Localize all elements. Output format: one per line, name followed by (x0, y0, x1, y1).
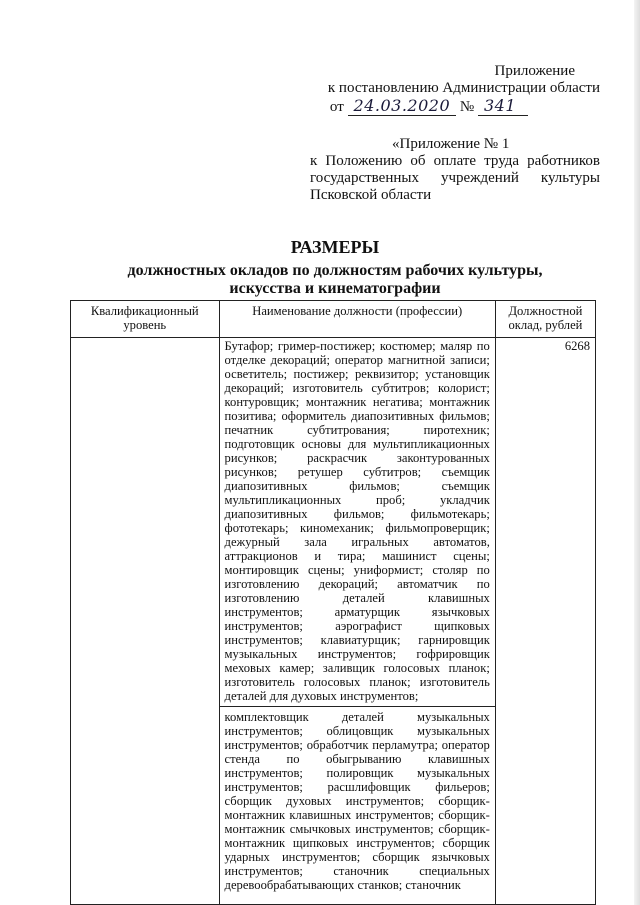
decree-number-handwritten: 341 (478, 96, 528, 116)
qualification-level-cell (71, 338, 220, 905)
decree-reference (310, 63, 600, 116)
salary-value-cell: 6268 (495, 338, 595, 905)
annex-label: Приложение (494, 63, 575, 79)
title-main: РАЗМЕРЫ (290, 237, 380, 257)
annex-reference (310, 136, 600, 204)
decree-date-handwritten: 24.03.2020 (348, 96, 457, 116)
annex-title: «Приложение № 1 (392, 136, 510, 152)
position-names-cell (219, 338, 495, 905)
positions-paragraph-2: комплектовщик деталей музыкальных инструментов; облицовщик музыкальных инструментов; обработчик перламутра; оператор стенда по обыгрыванию клавишных инструментов; полировщик музыкальных инструментов; расшлифовщик фильеров; сборщик духовых инструментов; сборщик-монтажник клавишных инструментов; сборщик-монтажник смычковых инструментов; сборщик-монтажник щипковых инструментов; сборщик ударных инструментов; сборщик язычковых инструментов; станочник специальных деревообрабатывающих станков; станочник (220, 706, 495, 903)
header-position-name: Наименование должности (профессии) (219, 301, 495, 338)
header-qualification-level: Квалификационный уровень (71, 301, 220, 338)
decree-issuer: к постановлению Администрации области (327, 80, 600, 96)
positions-paragraph-1: Бутафор; гример-постижер; костюмер; маляр по отделке декораций; оператор магнитной записи; осветитель; постижер; реквизитор; установщик декораций; изготовитель субтитров; колорист; контуровщик; монтажник негатива; монтажник позитива; оформитель диапозитивных фильмов; печатник субтитрования; пиротехник; подготовщик основы для мультипликационных рисунков; раскрасчик законтурованных рисунков; ретушер субтитров; съемщик диапозитивных фильмов; съемщик мультипликационных проб; укладчик диапозитивных фильмов; фильмотекарь; фототекарь; киномеханик; фильмопроверщик; дежурный зала игральных автоматов, аттракционов и тира; машинист сцены; монтировщик сцены; униформист; столяр по изготовлению декораций; автоматчик по изготовлению деталей клавишных инструментов; арматурщик язычковых инструментов; аэрографист щипковых инструментов; клавиатурщик; гарнировщик музыкальных инструментов; гофрировщик меховых камер; заливщик голосовых планок; изготовитель голосовых планок; изготовитель деталей для духовых инструментов; (224, 339, 490, 703)
decree-date-number (310, 97, 600, 116)
table-header-row (71, 301, 596, 338)
number-label: № (459, 99, 475, 115)
header-salary: Должностной оклад, рублей (495, 301, 595, 338)
salary-table (70, 300, 596, 905)
from-label: от (329, 99, 344, 115)
annex-body: к Положению об оплате труда работников государственных учреждений культуры Псковской области (310, 153, 600, 203)
document-title (90, 238, 580, 298)
table-row (71, 338, 596, 905)
scan-edge-shadow (634, 0, 640, 905)
title-subtitle: должностных окладов по должностям рабочих культуры, искусства и кинематографии (127, 262, 543, 297)
